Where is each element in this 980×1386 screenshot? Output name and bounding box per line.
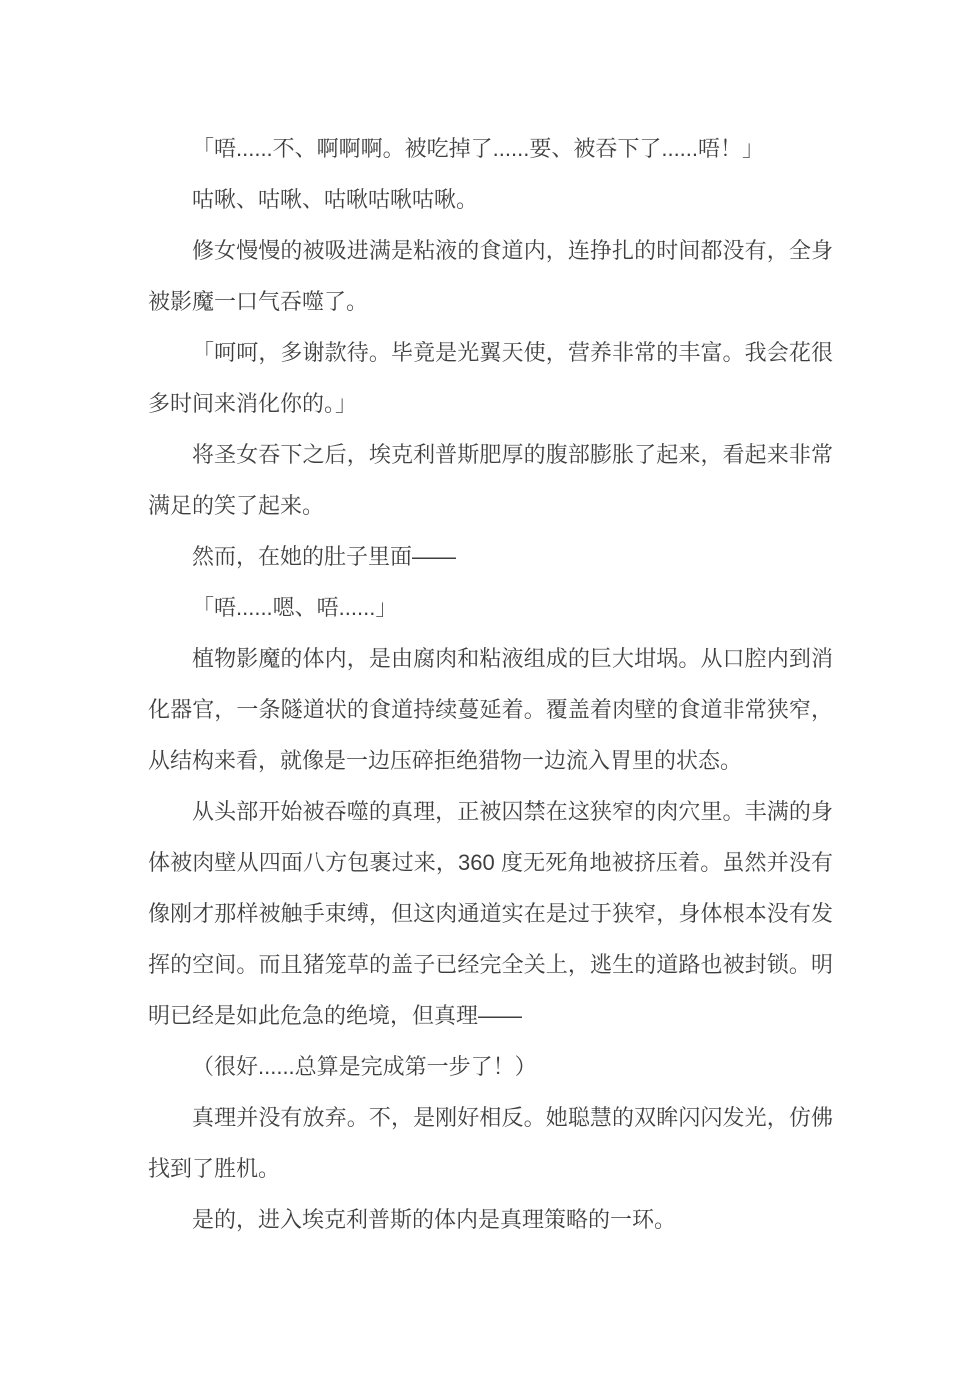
paragraph: 是的，进入埃克利普斯的体内是真理策略的一环。 [192,1207,677,1232]
paragraph: 将圣女吞下之后，埃克利普斯肥厚的腹部膨胀了起来，看起来非常满足的笑了起来。 [148,442,833,518]
paragraph: 然而，在她的肚子里面—— [192,544,457,569]
novel-text-page [148,123,833,1245]
paragraph: 真理并没有放弃。不，是刚好相反。她聪慧的双眸闪闪发光，仿佛找到了胜机。 [148,1105,833,1181]
paragraph: （很好......总算是完成第一步了！） [192,1054,537,1079]
paragraph: 从头部开始被吞噬的真理，正被囚禁在这狭窄的肉穴里。丰满的身体被肉壁从四面八方包裹过来，360 度无死角地被挤压着。虽然并没有像刚才那样被触手束缚，但这肉通道实在是过于狭窄，身体根本没有发挥的空间。而且猪笼草的盖子已经完全关上，逃生的道路也被封锁。明明已经是如此危急的绝境，但真理—— [148,799,833,1028]
paragraph: 「唔......嗯、唔......」 [192,595,398,620]
paragraph: 「呵呵，多谢款待。毕竟是光翼天使，营养非常的丰富。我会花很多时间来消化你的。」 [148,340,833,416]
paragraph: 植物影魔的体内，是由腐肉和粘液组成的巨大坩埚。从口腔内到消化器官，一条隧道状的食道持续蔓延着。覆盖着肉壁的食道非常狭窄，从结构来看，就像是一边压碎拒绝猎物一边流入胃里的状态。 [148,646,833,773]
paragraph: 修女慢慢的被吸进满是粘液的食道内，连挣扎的时间都没有，全身被影魔一口气吞噬了。 [148,238,833,314]
paragraph: 咕啾、咕啾、咕啾咕啾咕啾。 [192,187,479,212]
paragraph: 「唔......不、啊啊啊。被吃掉了......要、被吞下了......唔！」 [192,136,765,161]
